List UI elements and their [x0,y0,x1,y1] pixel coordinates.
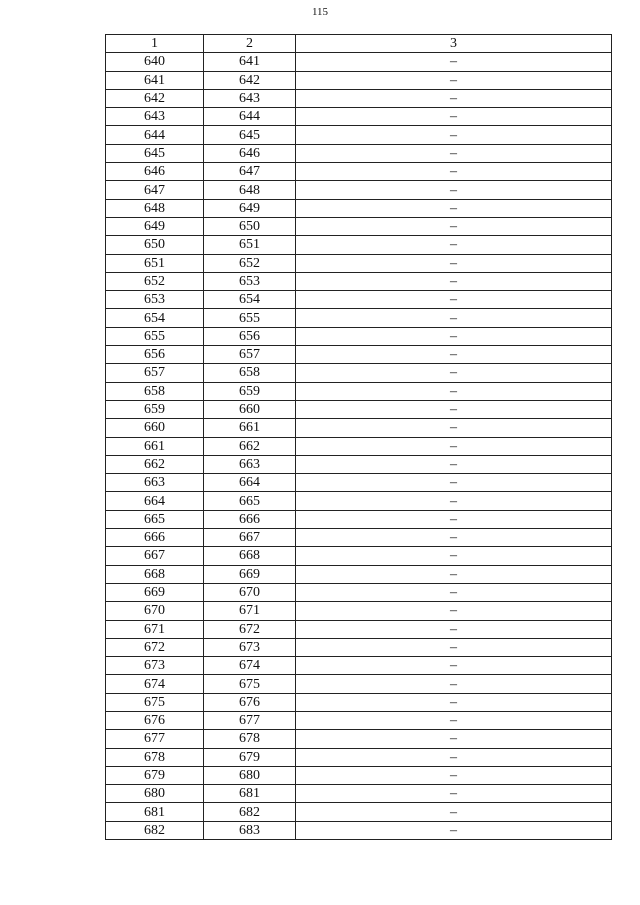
table-cell-col-1: 648 [106,199,204,217]
table-cell-col-3: – [296,126,612,144]
table-cell-col-3: – [296,675,612,693]
table-cell-col-2: 676 [204,693,296,711]
table-cell-col-2: 652 [204,254,296,272]
table-cell-col-2: 675 [204,675,296,693]
table-cell-col-3: – [296,657,612,675]
table-row [106,711,612,729]
table-cell-col-2: 649 [204,199,296,217]
table-row [106,53,612,71]
table-cell-col-3: – [296,583,612,601]
table-cell-col-1: 668 [106,565,204,583]
table-cell-col-3: – [296,327,612,345]
table-row [106,803,612,821]
table-row [106,492,612,510]
table-cell-col-2: 672 [204,620,296,638]
table-cell-col-3: – [296,803,612,821]
table-cell-col-1: 664 [106,492,204,510]
table-row [106,346,612,364]
table-cell-col-1: 655 [106,327,204,345]
table-cell-col-2: 655 [204,309,296,327]
table-cell-col-2: 678 [204,730,296,748]
table-cell-col-3: – [296,693,612,711]
table-cell-col-1: 645 [106,144,204,162]
table-row [106,529,612,547]
table-cell-col-1: 665 [106,510,204,528]
table-cell-col-1: 671 [106,620,204,638]
table-row [106,108,612,126]
table-row [106,748,612,766]
table-cell-col-2: 665 [204,492,296,510]
table-cell-col-1: 660 [106,419,204,437]
table-cell-col-1: 643 [106,108,204,126]
table-cell-col-3: – [296,529,612,547]
table-row [106,309,612,327]
table-row [106,163,612,181]
table-cell-col-3: – [296,364,612,382]
table-cell-col-1: 682 [106,821,204,839]
table-cell-col-2: 669 [204,565,296,583]
table-cell-col-2: 671 [204,602,296,620]
table-cell-col-2: 682 [204,803,296,821]
table-cell-col-2: 651 [204,236,296,254]
table-cell-col-2: 644 [204,108,296,126]
table-cell-col-2: 670 [204,583,296,601]
table-cell-col-3: – [296,199,612,217]
table-cell-col-1: 669 [106,583,204,601]
table-cell-col-3: – [296,400,612,418]
table-cell-col-1: 675 [106,693,204,711]
table-cell-col-1: 657 [106,364,204,382]
table-cell-col-3: – [296,730,612,748]
table-cell-col-3: – [296,89,612,107]
table-cell-col-2: 683 [204,821,296,839]
table-cell-col-2: 664 [204,474,296,492]
table-header-row [106,35,612,53]
table-cell-col-3: – [296,821,612,839]
table-cell-col-3: – [296,620,612,638]
table-cell-col-2: 658 [204,364,296,382]
table-cell-col-2: 645 [204,126,296,144]
table-row [106,785,612,803]
table-cell-col-3: – [296,108,612,126]
table-cell-col-1: 650 [106,236,204,254]
table-cell-col-2: 648 [204,181,296,199]
table-row [106,236,612,254]
table-cell-col-1: 662 [106,455,204,473]
table-cell-col-2: 673 [204,638,296,656]
table-row [106,583,612,601]
table-cell-col-2: 681 [204,785,296,803]
table-row [106,638,612,656]
table-cell-col-3: – [296,181,612,199]
table-cell-col-1: 670 [106,602,204,620]
column-header-3: 3 [296,35,612,53]
table-cell-col-2: 666 [204,510,296,528]
table-cell-col-2: 668 [204,547,296,565]
table-cell-col-3: – [296,272,612,290]
table-cell-col-3: – [296,236,612,254]
table-row [106,675,612,693]
table-cell-col-2: 641 [204,53,296,71]
table-cell-col-2: 677 [204,711,296,729]
table-cell-col-3: – [296,785,612,803]
table-cell-col-1: 663 [106,474,204,492]
table-cell-col-2: 647 [204,163,296,181]
table-row [106,510,612,528]
table-cell-col-1: 653 [106,291,204,309]
table-cell-col-2: 653 [204,272,296,290]
table-row [106,730,612,748]
table-cell-col-3: – [296,547,612,565]
table-row [106,693,612,711]
table-cell-col-1: 641 [106,71,204,89]
table-cell-col-1: 666 [106,529,204,547]
table-cell-col-2: 642 [204,71,296,89]
page-number: 115 [311,6,329,18]
table-row [106,565,612,583]
table-cell-col-1: 659 [106,400,204,418]
table-cell-col-2: 680 [204,766,296,784]
table-cell-col-3: – [296,748,612,766]
table-row [106,89,612,107]
table-row [106,474,612,492]
table-row [106,272,612,290]
table-cell-col-2: 657 [204,346,296,364]
table-cell-col-1: 677 [106,730,204,748]
table-cell-col-1: 649 [106,217,204,235]
table-cell-col-2: 643 [204,89,296,107]
table-row [106,126,612,144]
table-row [106,620,612,638]
table-row [106,419,612,437]
table-row [106,364,612,382]
table-cell-col-1: 654 [106,309,204,327]
table-cell-col-3: – [296,711,612,729]
table-cell-col-3: – [296,638,612,656]
table-row [106,547,612,565]
table-cell-col-3: – [296,217,612,235]
table-cell-col-3: – [296,53,612,71]
table-cell-col-1: 676 [106,711,204,729]
table-row [106,766,612,784]
table-cell-col-1: 673 [106,657,204,675]
table-cell-col-1: 681 [106,803,204,821]
table-cell-col-2: 646 [204,144,296,162]
table-cell-col-3: – [296,291,612,309]
table-body [106,53,612,840]
table-cell-col-3: – [296,766,612,784]
table-cell-col-3: – [296,144,612,162]
table-cell-col-1: 642 [106,89,204,107]
table-row [106,437,612,455]
table-row [106,199,612,217]
table-cell-col-3: – [296,437,612,455]
data-table [105,34,612,840]
table-cell-col-3: – [296,602,612,620]
table-row [106,382,612,400]
table-cell-col-3: – [296,71,612,89]
table-cell-col-1: 678 [106,748,204,766]
table-cell-col-1: 661 [106,437,204,455]
table-cell-col-2: 674 [204,657,296,675]
table-cell-col-2: 679 [204,748,296,766]
table-cell-col-1: 647 [106,181,204,199]
table-row [106,400,612,418]
table-cell-col-2: 661 [204,419,296,437]
table-cell-col-3: – [296,254,612,272]
table-cell-col-1: 652 [106,272,204,290]
table-cell-col-3: – [296,455,612,473]
table-cell-col-1: 667 [106,547,204,565]
table-cell-col-3: – [296,510,612,528]
table-cell-col-2: 667 [204,529,296,547]
table-row [106,71,612,89]
table-row [106,217,612,235]
table-cell-col-1: 658 [106,382,204,400]
table-row [106,291,612,309]
table-row [106,657,612,675]
table-cell-col-3: – [296,309,612,327]
table-cell-col-1: 680 [106,785,204,803]
table-row [106,254,612,272]
table-row [106,602,612,620]
table-cell-col-1: 656 [106,346,204,364]
table-cell-col-2: 659 [204,382,296,400]
table-cell-col-1: 646 [106,163,204,181]
column-header-1: 1 [106,35,204,53]
table-cell-col-2: 650 [204,217,296,235]
table-cell-col-1: 674 [106,675,204,693]
table-cell-col-1: 644 [106,126,204,144]
table-row [106,327,612,345]
table-cell-col-2: 660 [204,400,296,418]
table-cell-col-3: – [296,565,612,583]
column-header-2: 2 [204,35,296,53]
table-cell-col-3: – [296,419,612,437]
table-cell-col-3: – [296,492,612,510]
table-cell-col-1: 672 [106,638,204,656]
table-cell-col-3: – [296,382,612,400]
table-cell-col-2: 656 [204,327,296,345]
table-row [106,821,612,839]
table-cell-col-2: 654 [204,291,296,309]
table-cell-col-1: 679 [106,766,204,784]
table-cell-col-3: – [296,346,612,364]
table-row [106,144,612,162]
table-cell-col-3: – [296,163,612,181]
table-cell-col-3: – [296,474,612,492]
table-cell-col-1: 640 [106,53,204,71]
table-row [106,181,612,199]
table-cell-col-1: 651 [106,254,204,272]
table-cell-col-2: 663 [204,455,296,473]
table-row [106,455,612,473]
table-cell-col-2: 662 [204,437,296,455]
